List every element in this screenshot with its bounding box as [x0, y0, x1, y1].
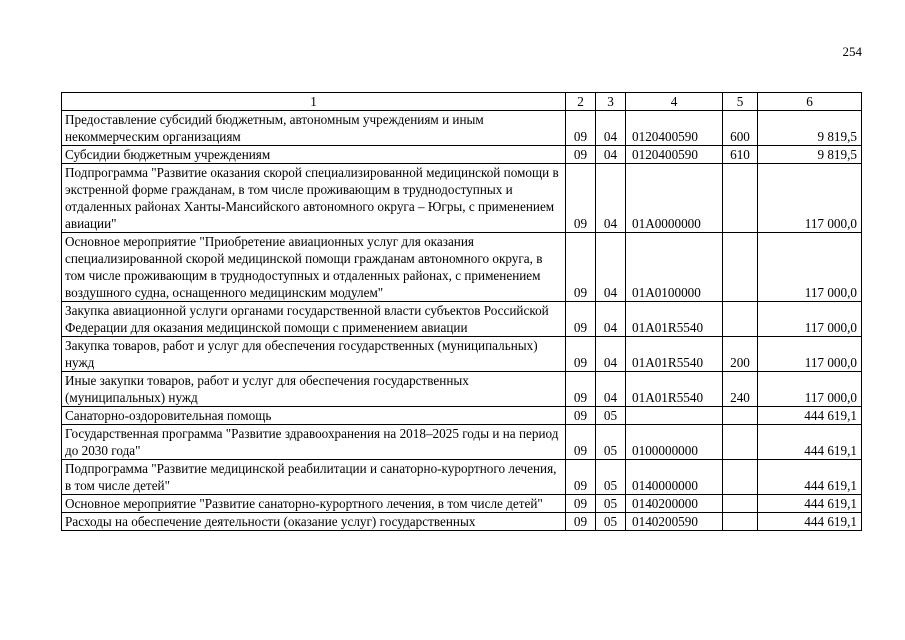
- row-amount: 117 000,0: [758, 372, 862, 407]
- row-target-article: 0140200000: [626, 495, 723, 513]
- row-subsection: 04: [596, 337, 626, 372]
- row-expense-type: 200: [723, 337, 758, 372]
- row-target-article: 01А0100000: [626, 233, 723, 302]
- row-amount: 117 000,0: [758, 233, 862, 302]
- row-subsection: 05: [596, 425, 626, 460]
- row-name: Субсидии бюджетным учреждениям: [62, 146, 566, 164]
- row-subsection: 04: [596, 164, 626, 233]
- table-row: [62, 372, 862, 407]
- row-name: Подпрограмма "Развитие медицинской реабилитации и санаторно-курортного лечения, в том числе детей": [62, 460, 566, 495]
- row-section: 09: [566, 164, 596, 233]
- row-subsection: 05: [596, 495, 626, 513]
- row-target-article: 01А01R5540: [626, 337, 723, 372]
- row-expense-type: [723, 495, 758, 513]
- header-cell: 3: [596, 93, 626, 111]
- row-amount: 444 619,1: [758, 425, 862, 460]
- table-body: [62, 111, 862, 531]
- row-target-article: [626, 407, 723, 425]
- table-row: [62, 425, 862, 460]
- row-subsection: 05: [596, 407, 626, 425]
- row-name: Закупка товаров, работ и услуг для обеспечения государственных (муниципальных) нужд: [62, 337, 566, 372]
- row-subsection: 04: [596, 233, 626, 302]
- table-row: [62, 407, 862, 425]
- row-expense-type: [723, 164, 758, 233]
- row-target-article: 01А0000000: [626, 164, 723, 233]
- header-cell: 2: [566, 93, 596, 111]
- row-amount: 117 000,0: [758, 337, 862, 372]
- row-expense-type: [723, 513, 758, 531]
- row-subsection: 05: [596, 513, 626, 531]
- table-row: [62, 111, 862, 146]
- page-number: 254: [842, 44, 862, 59]
- row-section: 09: [566, 407, 596, 425]
- row-section: 09: [566, 302, 596, 337]
- row-expense-type: 610: [723, 146, 758, 164]
- row-section: 09: [566, 111, 596, 146]
- row-amount: 444 619,1: [758, 460, 862, 495]
- row-target-article: 0120400590: [626, 111, 723, 146]
- row-section: 09: [566, 372, 596, 407]
- row-amount: 117 000,0: [758, 302, 862, 337]
- row-expense-type: [723, 425, 758, 460]
- row-section: 09: [566, 146, 596, 164]
- row-subsection: 04: [596, 111, 626, 146]
- row-section: 09: [566, 460, 596, 495]
- row-expense-type: 240: [723, 372, 758, 407]
- row-section: 09: [566, 233, 596, 302]
- row-expense-type: 600: [723, 111, 758, 146]
- row-target-article: 0140000000: [626, 460, 723, 495]
- row-section: 09: [566, 513, 596, 531]
- row-name: Государственная программа "Развитие здравоохранения на 2018–2025 годы и на период до 2030 года": [62, 425, 566, 460]
- row-target-article: 01А01R5540: [626, 302, 723, 337]
- row-amount: 444 619,1: [758, 407, 862, 425]
- row-target-article: 0120400590: [626, 146, 723, 164]
- row-name: Основное мероприятие "Приобретение авиационных услуг для оказания специализированной скорой медицинской помощи гражданам автономного округа, в том числе проживающим в труднодоступных и отдаленных районах, с применением воздушного судна, оснащенного медицинским модулем": [62, 233, 566, 302]
- row-expense-type: [723, 407, 758, 425]
- row-name: Основное мероприятие "Развитие санаторно-курортного лечения, в том числе детей": [62, 495, 566, 513]
- row-target-article: 0100000000: [626, 425, 723, 460]
- table-row: [62, 513, 862, 531]
- row-name: Санаторно-оздоровительная помощь: [62, 407, 566, 425]
- row-amount: 444 619,1: [758, 495, 862, 513]
- row-expense-type: [723, 302, 758, 337]
- row-name: Закупка авиационной услуги органами государственной власти субъектов Российской Федерации для оказания медицинской помощи с применением авиации: [62, 302, 566, 337]
- row-subsection: 04: [596, 372, 626, 407]
- row-section: 09: [566, 425, 596, 460]
- table-row: [62, 164, 862, 233]
- row-amount: 117 000,0: [758, 164, 862, 233]
- table-row: [62, 146, 862, 164]
- row-name: Расходы на обеспечение деятельности (оказание услуг) государственных: [62, 513, 566, 531]
- header-cell: 1: [62, 93, 566, 111]
- row-target-article: 0140200590: [626, 513, 723, 531]
- row-name: Иные закупки товаров, работ и услуг для обеспечения государственных (муниципальных) нужд: [62, 372, 566, 407]
- row-amount: 9 819,5: [758, 146, 862, 164]
- row-expense-type: [723, 233, 758, 302]
- header-row: [62, 93, 862, 111]
- header-cell: 5: [723, 93, 758, 111]
- row-name: Предоставление субсидий бюджетным, автономным учреждениям и иным некоммерческим организациям: [62, 111, 566, 146]
- row-amount: 444 619,1: [758, 513, 862, 531]
- table-row: [62, 337, 862, 372]
- table-row: [62, 460, 862, 495]
- row-subsection: 05: [596, 460, 626, 495]
- row-section: 09: [566, 495, 596, 513]
- row-subsection: 04: [596, 302, 626, 337]
- row-name: Подпрограмма "Развитие оказания скорой специализированной медицинской помощи в экстренной форме гражданам, в том числе проживающим в труднодоступных и отдаленных районах Ханты-Мансийского автономного округа – Югры, с применением авиации": [62, 164, 566, 233]
- header-cell: 6: [758, 93, 862, 111]
- budget-table: [61, 92, 862, 531]
- row-amount: 9 819,5: [758, 111, 862, 146]
- header-cell: 4: [626, 93, 723, 111]
- row-subsection: 04: [596, 146, 626, 164]
- table-row: [62, 233, 862, 302]
- row-section: 09: [566, 337, 596, 372]
- table-row: [62, 495, 862, 513]
- row-expense-type: [723, 460, 758, 495]
- table-row: [62, 302, 862, 337]
- row-target-article: 01А01R5540: [626, 372, 723, 407]
